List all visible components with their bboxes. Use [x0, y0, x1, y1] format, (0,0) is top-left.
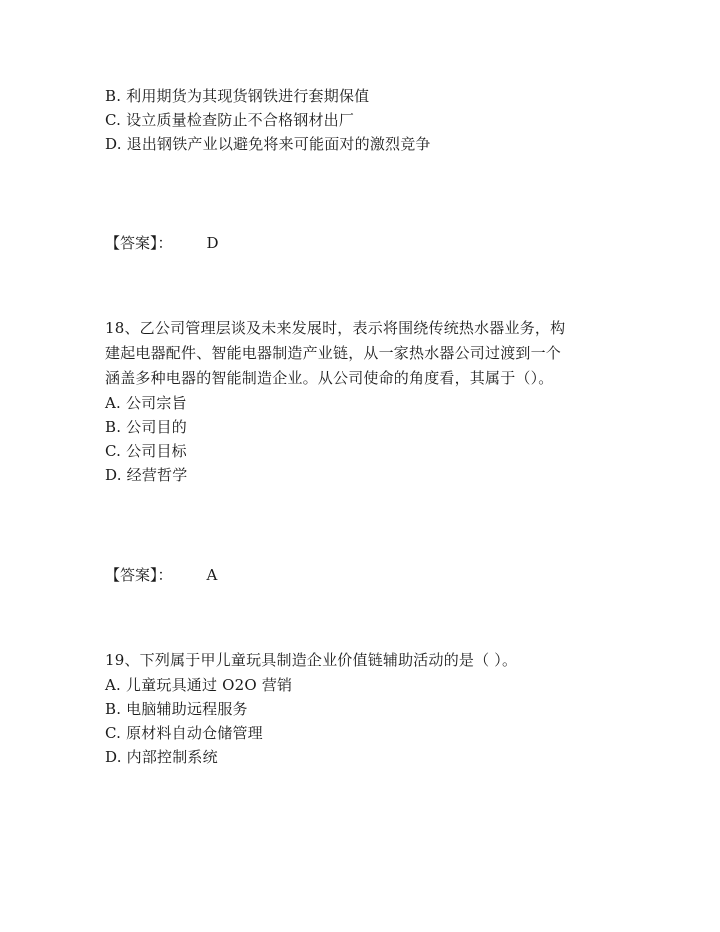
- question-stem: 19、下列属于甲儿童玩具制造企业价值链辅助活动的是（ ）。: [105, 651, 518, 669]
- option-b: B. 利用期货为其现货钢铁进行套期保值: [105, 87, 370, 105]
- question-stem: 建起电器配件、智能电器制造产业链，从一家热水器公司过渡到一个: [105, 344, 562, 362]
- option-d: D. 退出钢铁产业以避免将来可能面对的激烈竞争: [105, 135, 431, 153]
- option-c: C. 设立质量检查防止不合格钢材出厂: [105, 111, 355, 129]
- option-c: C. 公司目标: [105, 442, 187, 460]
- option-c: C. 原材料自动仓储管理: [105, 724, 263, 742]
- option-b: B. 电脑辅助远程服务: [105, 700, 248, 718]
- answer-label: 【答案】：: [105, 566, 173, 584]
- option-a: A. 公司宗旨: [105, 394, 187, 412]
- answer-line: [105, 233, 219, 253]
- option-b: B. 公司目的: [105, 418, 187, 436]
- answer-value: D: [206, 234, 219, 252]
- question-stem: 18、乙公司管理层谈及未来发展时，表示将围绕传统热水器业务，构: [105, 319, 566, 337]
- answer-value: A: [206, 566, 218, 584]
- option-d: D. 内部控制系统: [105, 748, 218, 766]
- answer-label: 【答案】：: [105, 234, 173, 252]
- question-stem: 涵盖多种电器的智能制造企业。从公司使命的角度看，其属于（）。: [105, 369, 554, 387]
- option-a: A. 儿童玩具通过 O2O 营销: [105, 676, 293, 694]
- option-d: D. 经营哲学: [105, 466, 188, 484]
- answer-line: [105, 565, 217, 585]
